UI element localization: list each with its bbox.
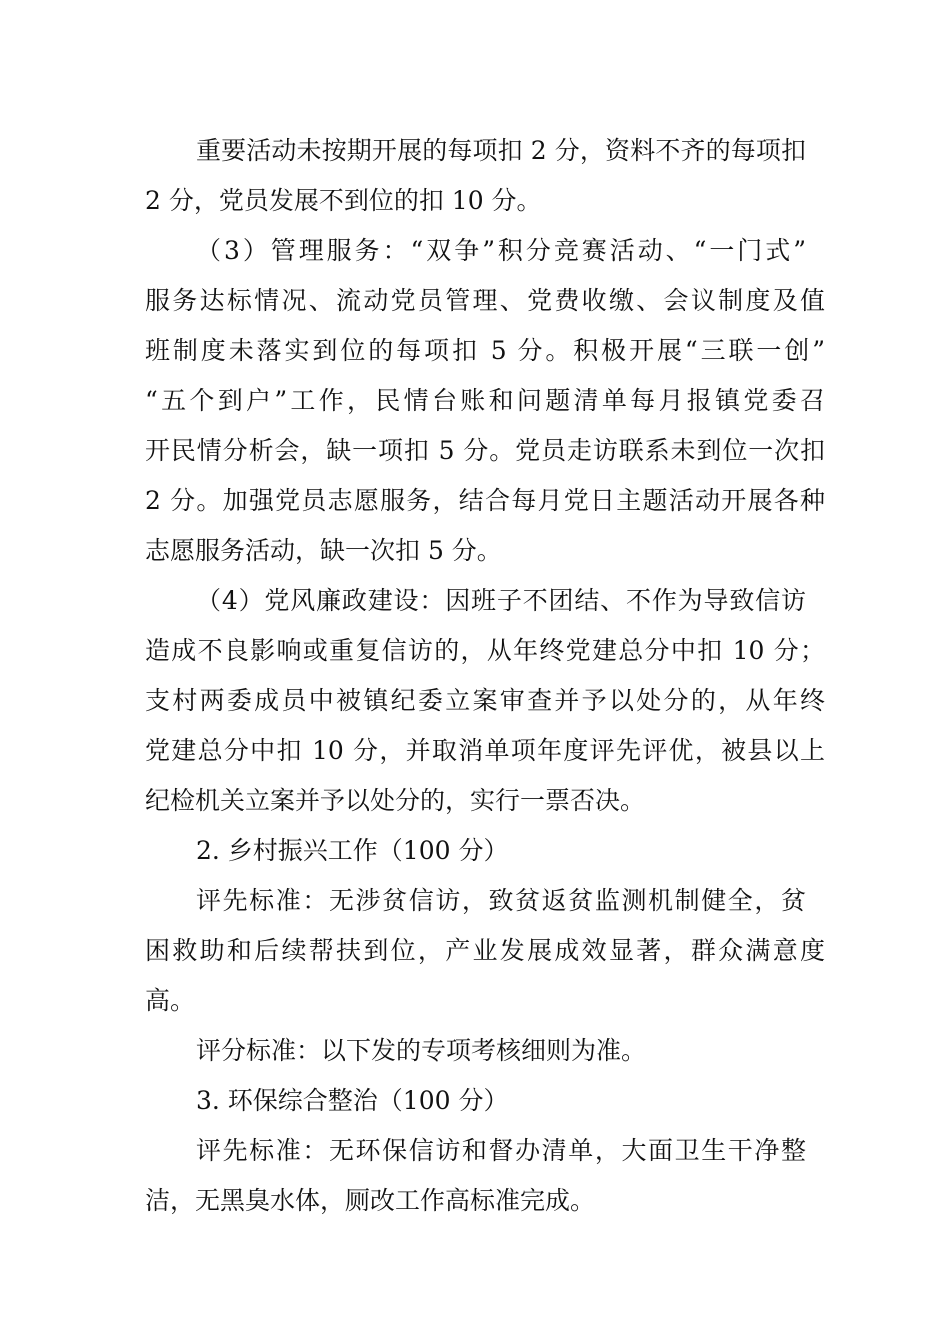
text-line: 志愿服务活动，缺一次扣 5 分。 bbox=[145, 536, 502, 565]
text-line: 评先标准：无涉贫信访，致贫返贫监测机制健全，贫 bbox=[196, 886, 806, 915]
text-line: 服务达标情况、流动党员管理、党费收缴、会议制度及值 bbox=[145, 286, 825, 315]
text-line: 评先标准：无环保信访和督办清单，大面卫生干净整 bbox=[196, 1136, 806, 1165]
text-line: （3）管理服务：“双争”积分竞赛活动、“一门式” bbox=[196, 236, 806, 265]
text-line: 洁，无黑臭水体，厕改工作高标准完成。 bbox=[145, 1186, 596, 1215]
section-heading: 3. 环保综合整治（100 分） bbox=[196, 1086, 509, 1115]
section-heading: 2. 乡村振兴工作（100 分） bbox=[196, 836, 509, 865]
text-line: 纪检机关立案并予以处分的，实行一票否决。 bbox=[145, 786, 646, 815]
text-line: “五个到户”工作，民情台账和问题清单每月报镇党委召 bbox=[145, 386, 825, 415]
text-line: 造成不良影响或重复信访的，从年终党建总分中扣 10 分； bbox=[145, 636, 825, 665]
text-line: 2 分。加强党员志愿服务，结合每月党日主题活动开展各种 bbox=[145, 486, 825, 515]
text-line: 开民情分析会，缺一项扣 5 分。党员走访联系未到位一次扣 bbox=[145, 436, 825, 465]
text-line: 困救助和后续帮扶到位，产业发展成效显著，群众满意度 bbox=[145, 936, 825, 965]
text-line: 班制度未落实到位的每项扣 5 分。积极开展“三联一创” bbox=[145, 336, 825, 365]
text-line: 党建总分中扣 10 分，并取消单项年度评先评优，被县以上 bbox=[145, 736, 825, 765]
text-line: 评分标准：以下发的专项考核细则为准。 bbox=[196, 1036, 647, 1065]
text-line: 2 分，党员发展不到位的扣 10 分。 bbox=[145, 186, 542, 215]
text-line: 支村两委成员中被镇纪委立案审查并予以处分的，从年终 bbox=[145, 686, 825, 715]
text-line: 高。 bbox=[145, 986, 196, 1015]
text-line: （4）党风廉政建设：因班子不团结、不作为导致信访 bbox=[196, 586, 806, 615]
text-line: 重要活动未按期开展的每项扣 2 分，资料不齐的每项扣 bbox=[196, 136, 806, 165]
